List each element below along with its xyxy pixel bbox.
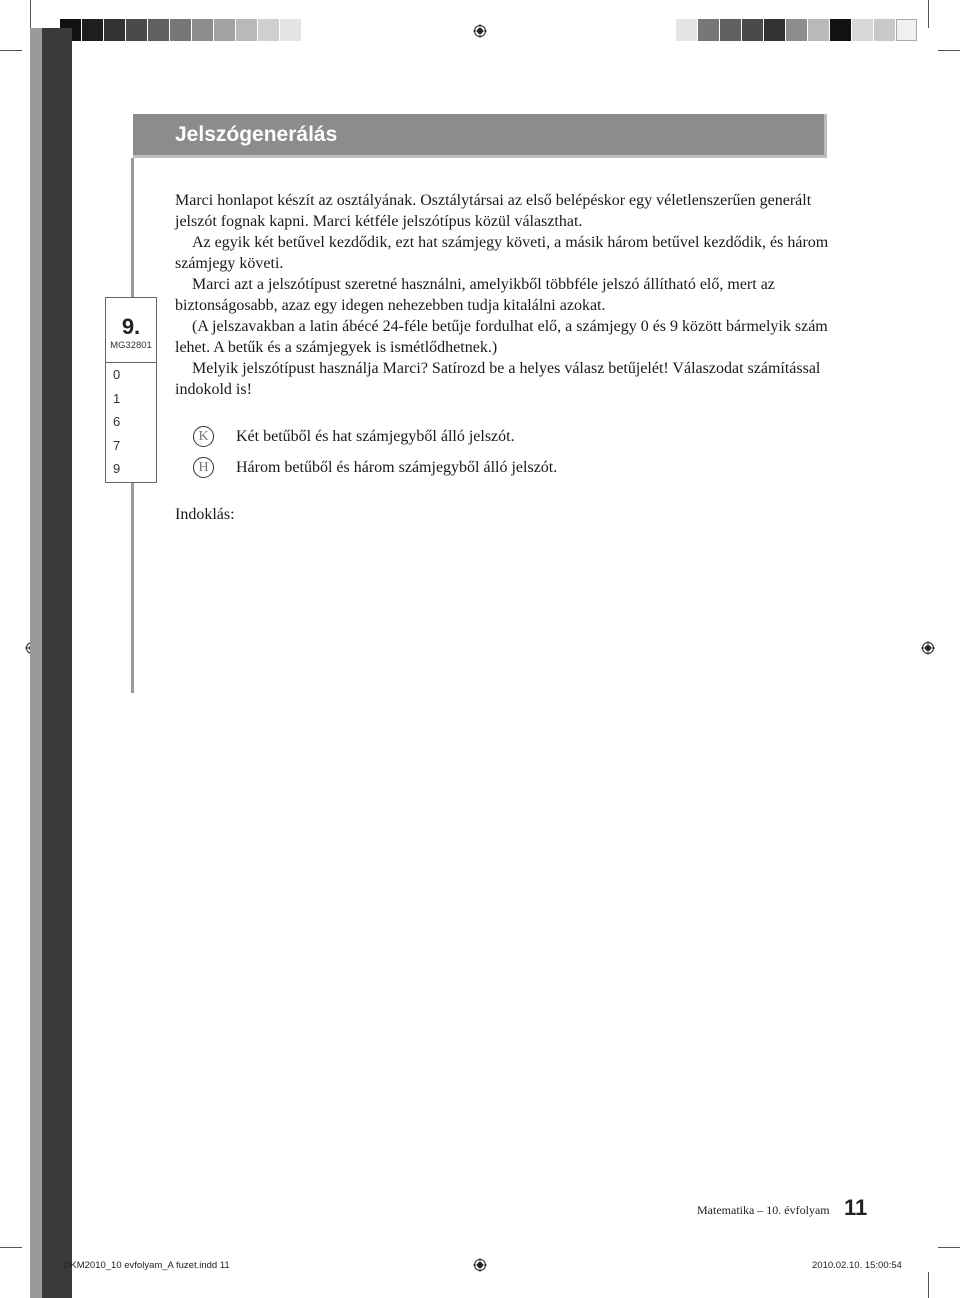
scoring-code: 0	[113, 367, 121, 382]
option-text: Három betűből és három számjegyből álló jelszót.	[236, 458, 558, 476]
scoring-code: 7	[113, 437, 121, 453]
crop-mark	[938, 1247, 960, 1248]
paragraph: Melyik jelszótípust használja Marci? Satírozd be a helyes válasz betűjelét! Válaszodat számítással indokold is!	[175, 360, 821, 398]
color-calibration-bar-left	[60, 19, 302, 41]
crop-mark	[938, 50, 960, 51]
scoring-code: 9	[113, 461, 121, 476]
registration-mark-icon	[473, 1258, 487, 1272]
justification-label: Indoklás:	[175, 506, 235, 523]
scoring-code: 1	[113, 390, 121, 406]
slug-file: OKM2010_10 evfolyam_A fuzet.indd 11	[63, 1260, 230, 1271]
answer-option-k[interactable]	[193, 421, 557, 452]
question-number: 9.	[121, 314, 141, 339]
page-number: 11	[844, 1195, 868, 1220]
paragraph: Marci azt a jelszótípust szeretné használni, amelyikből többféle jelszó állítható elő, mert az biztonságosabb, azaz egy idegen nehezebben tudja kitalálni azokat.	[175, 276, 775, 314]
scoring-code: 6	[113, 414, 121, 429]
option-bubble[interactable]: K	[193, 426, 214, 447]
option-text: Két betűből és hat számjegyből álló jelszót.	[236, 427, 515, 445]
footer-subject: Matematika – 10. évfolyam	[697, 1203, 830, 1217]
registration-mark-icon	[473, 24, 487, 38]
scoring-codes	[106, 362, 156, 481]
question-code: MG32801	[110, 340, 152, 351]
slug-date: 2010.02.10. 15:00:54	[812, 1260, 902, 1271]
crop-mark	[928, 1272, 929, 1298]
page-edge-strip	[30, 28, 72, 1298]
answer-options	[193, 421, 557, 483]
title-bar	[133, 114, 827, 158]
option-bubble[interactable]: H	[193, 457, 214, 478]
paragraph: Az egyik két betűvel kezdődik, ezt hat számjegy követi, a másik három betűvel kezdődik, és három számjegy követi.	[175, 234, 829, 272]
page-title: Jelszógenerálás	[175, 123, 338, 146]
crop-mark	[0, 1247, 22, 1248]
paragraph: (A jelszavakban a latin ábécé 24-féle betűje fordulhat elő, a számjegy 0 és 9 között bármelyik szám lehet. A betűk és a számjegyek is ismétlődhetnek.)	[175, 318, 828, 356]
question-number-box	[105, 297, 157, 483]
color-calibration-bar-right	[676, 19, 917, 41]
crop-mark	[30, 0, 31, 28]
crop-mark	[928, 0, 929, 28]
crop-mark	[0, 50, 22, 51]
paragraph: Marci honlapot készít az osztályának. Osztálytársai az első belépéskor egy véletlenszerűen generált jelszót fognak kapni. Marci kétféle jelszótípus közül választhat.	[175, 192, 812, 230]
answer-option-h[interactable]	[193, 452, 557, 483]
registration-mark-icon	[921, 641, 935, 655]
question-text	[175, 190, 835, 400]
